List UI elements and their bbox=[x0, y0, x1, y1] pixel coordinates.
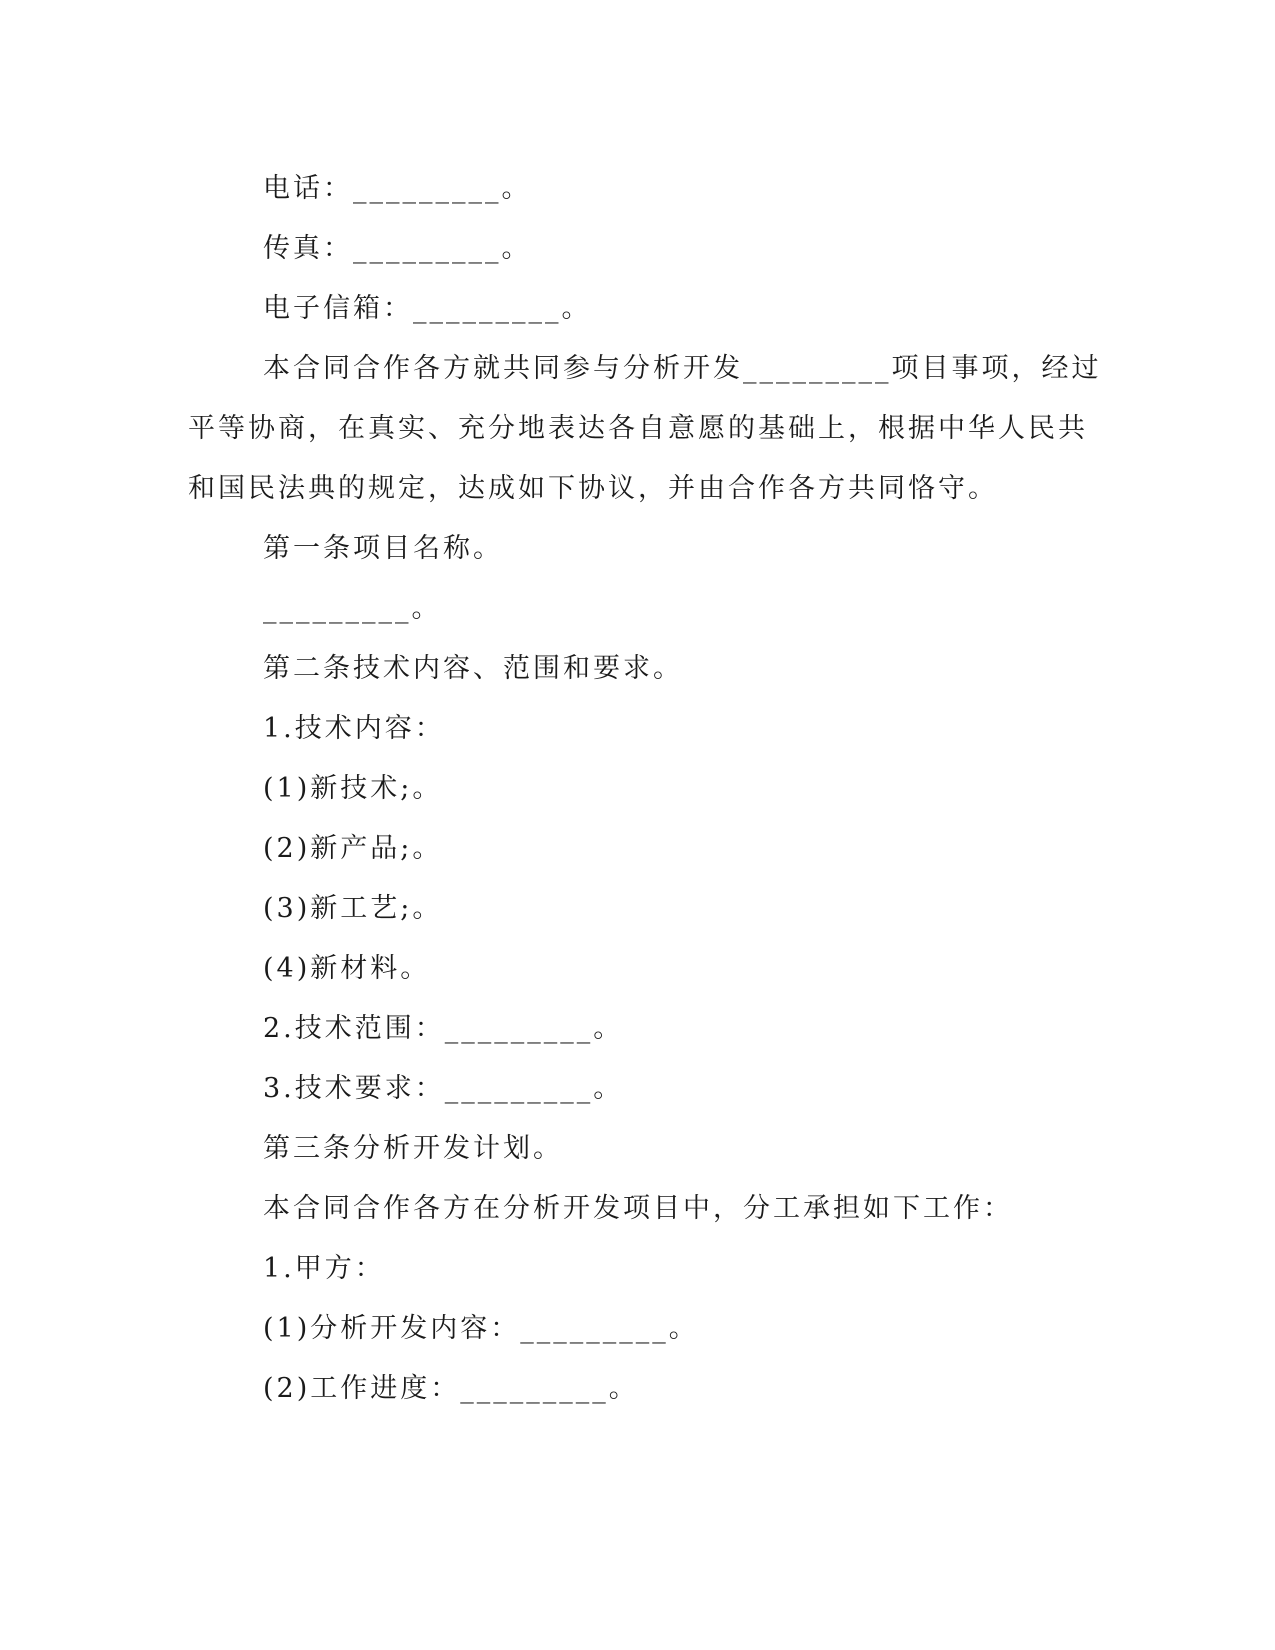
preamble-line-1: 本合同合作各方就共同参与分析开发_________项目事项，经过 bbox=[263, 353, 1102, 384]
division-of-work-line: 本合同合作各方在分析开发项目中，分工承担如下工作： bbox=[263, 1193, 1013, 1224]
article-2-heading: 第二条技术内容、范围和要求。 bbox=[263, 653, 683, 684]
tech-requirements-line: 3.技术要求：_________。 bbox=[263, 1073, 624, 1104]
tech-content-item-3: (3)新工艺;。 bbox=[263, 893, 443, 924]
tech-scope-line: 2.技术范围：_________。 bbox=[263, 1013, 624, 1044]
fax-line: 传真：_________。 bbox=[263, 233, 532, 264]
tech-content-item-4: (4)新材料。 bbox=[263, 953, 431, 984]
tech-content-item-1: (1)新技术;。 bbox=[263, 773, 443, 804]
email-line: 电子信箱：_________。 bbox=[263, 293, 592, 324]
article-1-heading: 第一条项目名称。 bbox=[263, 533, 503, 564]
preamble-line-3: 和国民法典的规定，达成如下协议，并由合作各方共同恪守。 bbox=[188, 473, 998, 504]
tech-content-heading: 1.技术内容： bbox=[263, 713, 445, 744]
preamble-line-2: 平等协商，在真实、充分地表达各自意愿的基础上，根据中华人民共 bbox=[188, 413, 1088, 444]
party-a-heading: 1.甲方： bbox=[263, 1253, 385, 1284]
project-name-blank: _________。 bbox=[263, 593, 442, 624]
party-a-progress-line: (2)工作进度：_________。 bbox=[263, 1373, 639, 1404]
phone-line: 电话：_________。 bbox=[263, 173, 532, 204]
party-a-content-line: (1)分析开发内容：_________。 bbox=[263, 1313, 699, 1344]
tech-content-item-2: (2)新产品;。 bbox=[263, 833, 443, 864]
article-3-heading: 第三条分析开发计划。 bbox=[263, 1133, 563, 1164]
